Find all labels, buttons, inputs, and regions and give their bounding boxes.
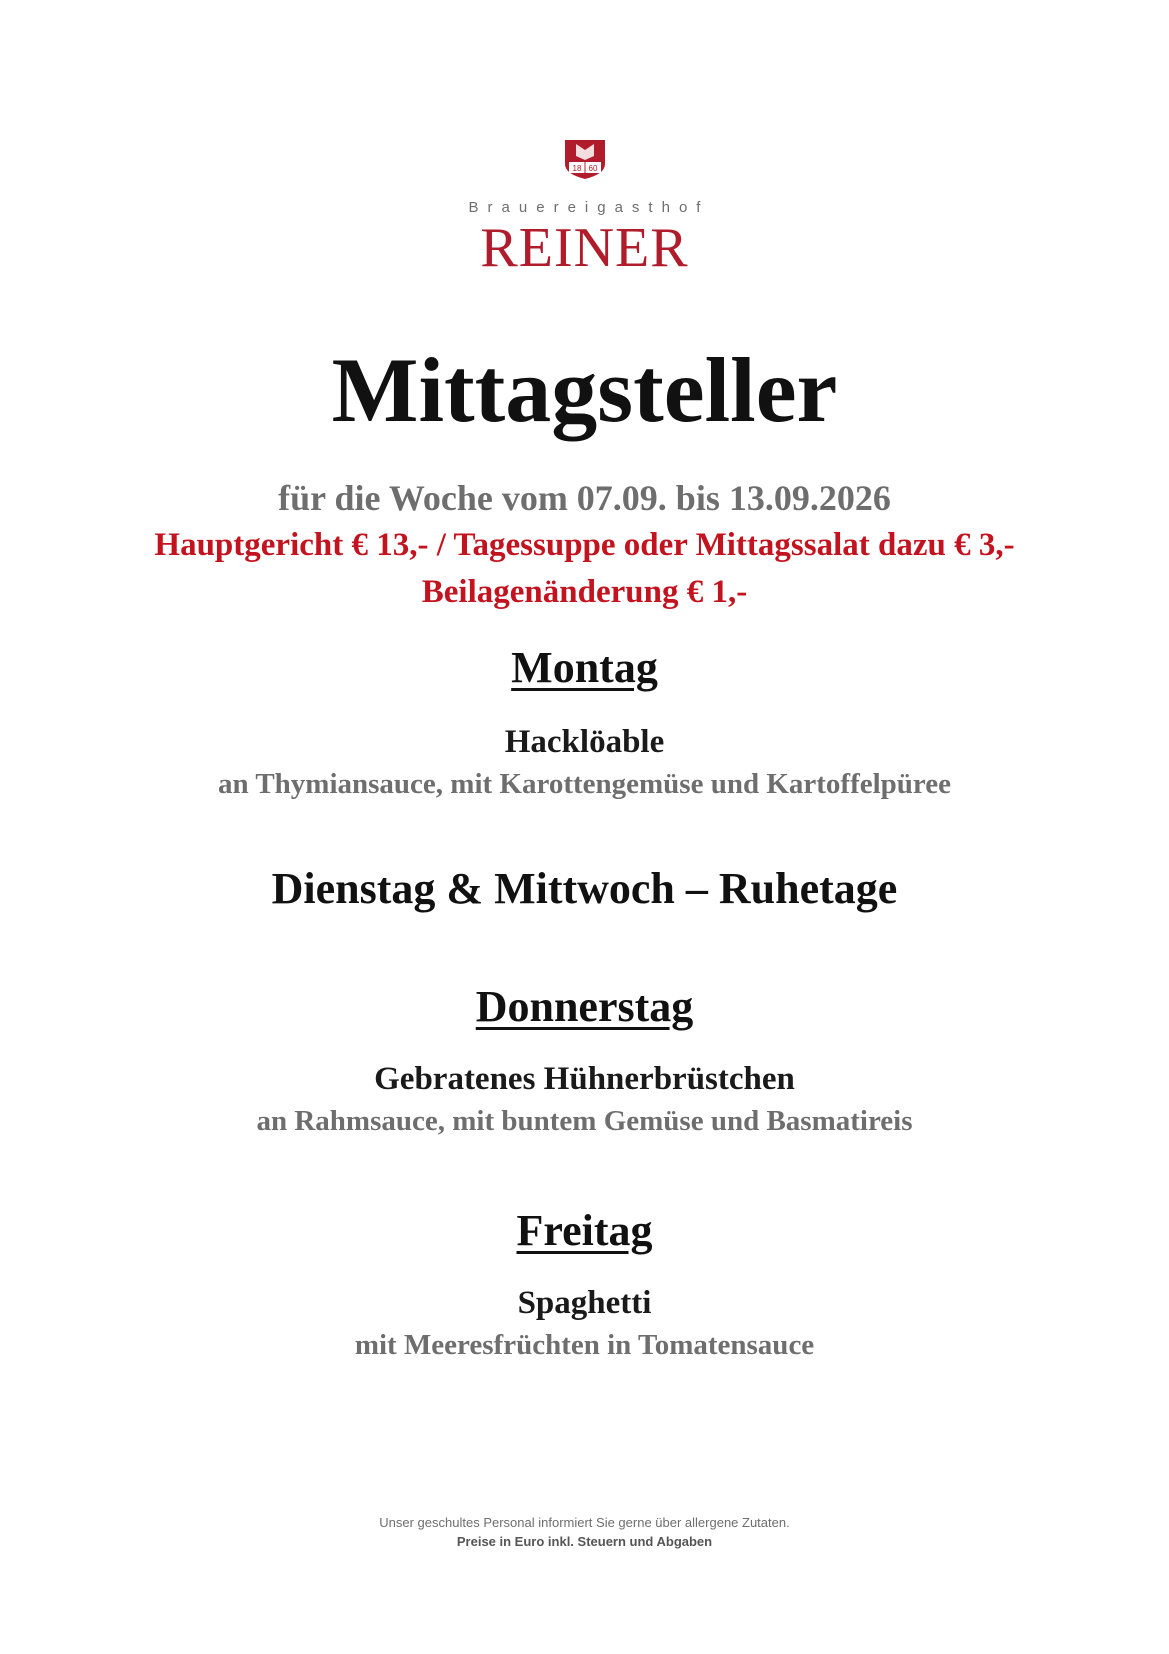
dish-description-thursday: an Rahmsauce, mit buntem Gemüse und Basmatireis — [256, 1105, 913, 1137]
brand-subtitle: Brauereigasthof — [468, 199, 710, 216]
price-line-side: Beilagenänderung € 1,- — [421, 574, 748, 610]
dish-name-monday: Hacklöable — [504, 724, 665, 760]
allergen-note: Unser geschultes Personal informiert Sie gerne über allergene Zutaten. — [379, 1515, 790, 1530]
restaurant-logo — [0, 138, 1169, 278]
price-note: Preise in Euro inkl. Steuern und Abgaben — [456, 1534, 713, 1549]
dish-name-thursday: Gebratenes Hühnerbrüstchen — [374, 1061, 795, 1097]
dish-name-friday: Spaghetti — [517, 1285, 652, 1321]
brand-name: REINER — [480, 217, 689, 279]
day-heading-thursday: Donnerstag — [475, 982, 694, 1031]
logo-year-right: 60 — [588, 164, 597, 173]
closed-days-notice: Dienstag & Mittwoch – Ruhetage — [271, 864, 898, 913]
day-heading-monday: Montag — [511, 643, 658, 692]
logo-year-left: 18 — [572, 164, 581, 173]
week-range: für die Woche vom 07.09. bis 13.09.2026 — [278, 478, 891, 518]
shield-logo-icon — [562, 138, 608, 180]
price-line-main: Hauptgericht € 13,- / Tagessuppe oder Mittagssalat dazu € 3,- — [154, 527, 1015, 563]
page-title: Mittagsteller — [331, 339, 838, 441]
dish-description-friday: mit Meeresfrüchten in Tomatensauce — [354, 1329, 815, 1361]
dish-description-monday: an Thymiansauce, mit Karottengemüse und Kartoffelpüree — [217, 768, 952, 800]
day-heading-friday: Freitag — [516, 1206, 653, 1255]
